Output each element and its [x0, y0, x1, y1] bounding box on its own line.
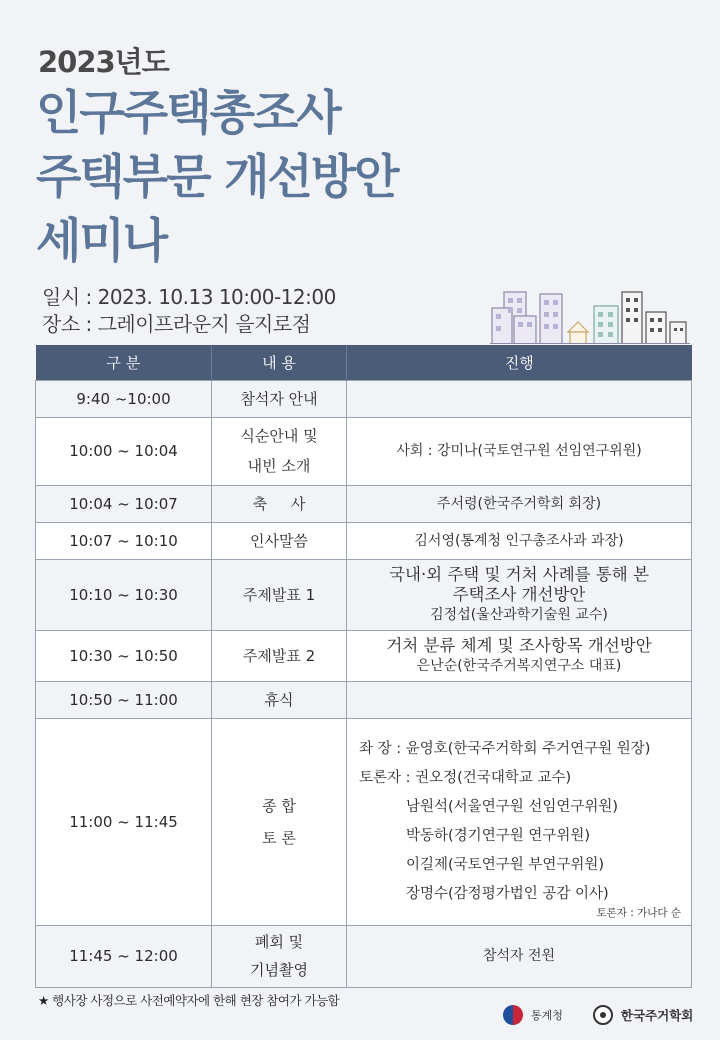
time-cell: 11:00 ~ 11:45	[36, 718, 212, 925]
content-cell: 축 사	[212, 485, 347, 522]
host-cell: 참석자 전원	[347, 925, 692, 987]
table-row	[36, 380, 692, 417]
time-cell: 10:50 ~ 11:00	[36, 681, 212, 718]
place-line: 장소 : 그레이프라운지 을지로점	[42, 312, 311, 336]
host-cell: 사회 : 강미나(국토연구원 선임연구위원)	[347, 417, 692, 485]
city-buildings-illustration	[490, 286, 690, 344]
topic-title-line: 거처 분류 체계 및 조사항목 개선방안	[386, 635, 652, 655]
table-row	[36, 681, 692, 718]
table-row	[36, 630, 692, 681]
topic-title-line: 주택조사 개선방안	[452, 584, 586, 604]
time-cell: 10:07 ~ 10:10	[36, 522, 212, 559]
panel-chair: 좌 장 : 윤영호(한국주거학회 주거연구원 원장)	[359, 740, 651, 757]
panelist: 박동하(경기연구원 연구위원)	[406, 827, 591, 844]
content-cell	[212, 718, 347, 925]
schedule-table	[35, 345, 692, 988]
title-line-1: 인구주택총조사	[36, 86, 340, 141]
event-info	[42, 284, 336, 338]
content-cell	[212, 417, 347, 485]
content-line: 종 합	[262, 796, 296, 815]
time-cell: 10:00 ~ 10:04	[36, 417, 212, 485]
panel-cell	[347, 718, 692, 925]
housing-society-logo-icon	[593, 1005, 613, 1025]
title-line-3: 세미나	[36, 214, 167, 269]
content-line: 내빈 소개	[247, 457, 311, 475]
time-cell: 11:45 ~ 12:00	[36, 925, 212, 987]
content-line: 폐회 및	[254, 933, 304, 951]
date-line: 일시 : 2023. 10.13 10:00-12:00	[42, 285, 336, 309]
logo2-text: 한국주거학회	[620, 1008, 694, 1023]
time-cell: 10:10 ~ 10:30	[36, 559, 212, 630]
content-cell: 주제발표 1	[212, 559, 347, 630]
event-title	[36, 82, 398, 274]
panelist: 남원석(서울연구원 선임연구위원)	[406, 798, 619, 815]
footnote: ★ 행사장 사정으로 사전예약자에 한해 현장 참여가 가능함	[38, 993, 340, 1008]
time-cell: 10:04 ~ 10:07	[36, 485, 212, 522]
panelist: 장명수(감정평가법인 공감 이사)	[406, 885, 609, 902]
host-cell	[347, 380, 692, 417]
table-row	[36, 925, 692, 987]
time-cell: 10:30 ~ 10:50	[36, 630, 212, 681]
table-row	[36, 485, 692, 522]
content-cell: 주제발표 2	[212, 630, 347, 681]
content-line: 식순안내 및	[240, 427, 318, 445]
content-cell: 참석자 안내	[212, 380, 347, 417]
header-division: 구 분	[36, 345, 212, 380]
host-cell: 주서령(한국주거학회 회장)	[347, 485, 692, 522]
host-cell: 김서영(통계청 인구총조사과 과장)	[347, 522, 692, 559]
table-row	[36, 559, 692, 630]
time-cell: 9:40 ~10:00	[36, 380, 212, 417]
content-cell: 인사말씀	[212, 522, 347, 559]
header-progress: 진행	[347, 345, 692, 380]
host-cell	[347, 559, 692, 630]
panel-first-panelist: 토론자 : 권오정(건국대학교 교수)	[359, 769, 572, 786]
logo1-text: 통계청	[531, 1009, 563, 1022]
panelist: 이길제(국토연구원 부연구위원)	[406, 856, 605, 873]
table-row	[36, 522, 692, 559]
header-content: 내 용	[212, 345, 347, 380]
statistics-korea-logo-icon	[503, 1005, 523, 1025]
content-line: 토 론	[262, 828, 296, 847]
topic-title-line: 국내·외 주택 및 거처 사례를 통해 본	[389, 564, 649, 584]
content-cell	[212, 925, 347, 987]
table-row	[36, 417, 692, 485]
event-year: 2023년도	[38, 45, 169, 79]
presenter: 은난순(한국주거복지연구소 대표)	[416, 657, 622, 674]
organizer-logos	[503, 1002, 693, 1028]
content-cell: 휴식	[212, 681, 347, 718]
host-cell	[347, 630, 692, 681]
table-header-row	[36, 345, 692, 380]
host-cell	[347, 681, 692, 718]
title-line-2: 주택부문 개선방안	[36, 150, 398, 205]
content-line: 기념촬영	[250, 961, 308, 979]
panel-order-note: 토론자 : 가나다 순	[596, 906, 681, 919]
presenter: 김정섭(울산과학기술원 교수)	[430, 606, 608, 623]
table-row-panel	[36, 718, 692, 925]
